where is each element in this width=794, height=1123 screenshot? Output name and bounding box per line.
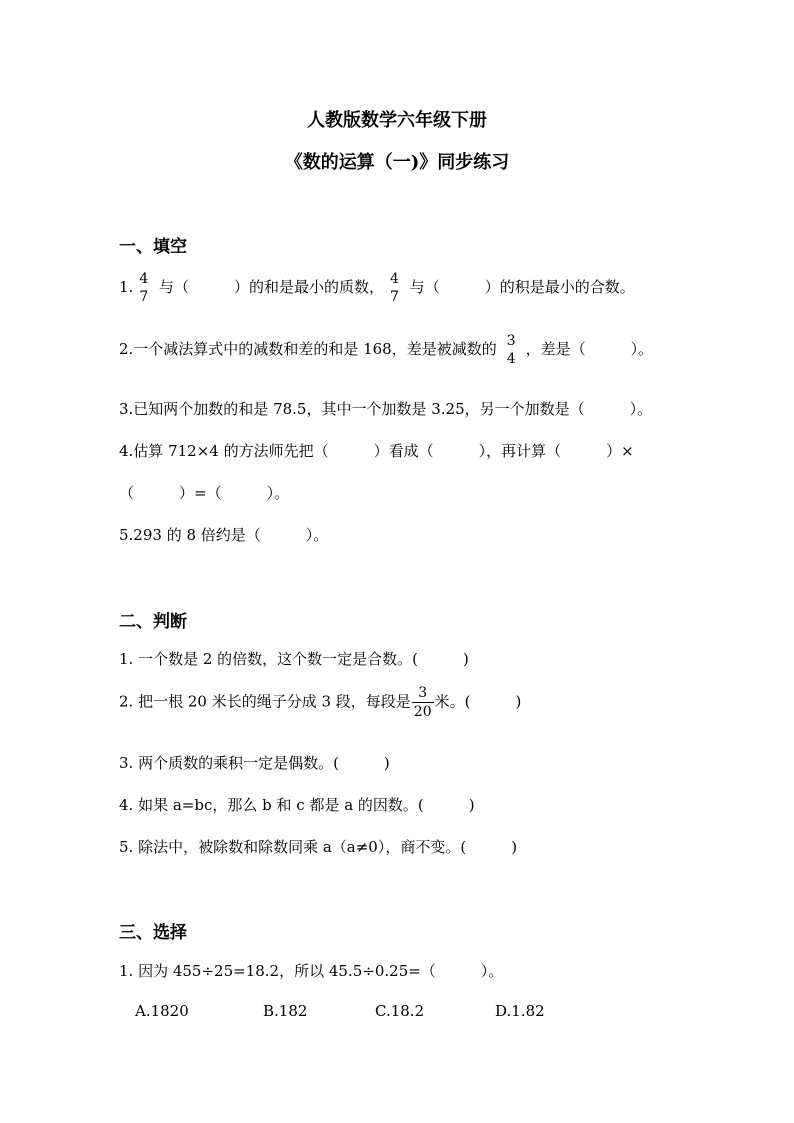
question-number: 1.	[119, 278, 134, 296]
question-text: ，差是（ ）。	[525, 340, 654, 358]
fraction: 4 7	[390, 271, 399, 305]
fraction: 4 7	[139, 271, 149, 305]
option-d: D.1.82	[495, 1002, 545, 1020]
question-3-1: 1. 因为 455÷25=18.2，所以 45.5÷0.25=（ ）。	[119, 962, 504, 980]
question-2-4: 4. 如果 a=bc，那么 b 和 c 都是 a 的因数。( )	[119, 796, 475, 814]
question-2-2	[119, 686, 521, 719]
question-text: 米。( )	[434, 692, 522, 711]
section-multiple-choice-heading: 三、选择	[119, 923, 187, 943]
question-2-5: 5. 除法中，被除数和除数同乘 a（a≠0），商不变。( )	[119, 838, 518, 856]
question-text: 2.一个减法算式中的减数和差的和是 168，差是被减数的	[119, 340, 497, 358]
page-title: 人教版数学六年级下册	[307, 110, 487, 131]
question-text: 与（ ）的和是最小的质数，	[154, 278, 385, 296]
question-text: 与（ ）的积是最小的合数。	[404, 278, 635, 296]
section-true-false-heading: 二、判断	[119, 612, 187, 632]
fraction: 3 4	[506, 333, 516, 367]
question-2-1: 1. 一个数是 2 的倍数，这个数一定是合数。( )	[119, 650, 469, 668]
question-1-5: 5.293 的 8 倍约是（ ）。	[119, 526, 329, 544]
question-text: 2. 把一根 20 米长的绳子分成 3 段，每段是	[119, 692, 411, 711]
section-fill-blank-heading: 一、填空	[119, 237, 187, 257]
option-a: A.1820	[135, 1002, 189, 1020]
question-1-1	[119, 272, 635, 304]
question-2-3: 3. 两个质数的乘积一定是偶数。( )	[119, 754, 390, 772]
question-1-3: 3.已知两个加数的和是 78.5，其中一个加数是 3.25，另一个加数是（ ）。	[119, 400, 653, 418]
question-1-4-line1: 4.估算 712×4 的方法师先把（ ）看成（ ），再计算（ ）×	[119, 442, 634, 460]
option-c: C.18.2	[375, 1002, 425, 1020]
question-1-2	[119, 334, 653, 366]
option-b: B.182	[263, 1002, 308, 1020]
page-subtitle: 《数的运算（一)》同步练习	[284, 152, 510, 173]
fraction: $\frac{3}{20}$	[413, 685, 432, 720]
question-1-4-line2: （ ）=（ ）。	[119, 484, 290, 502]
